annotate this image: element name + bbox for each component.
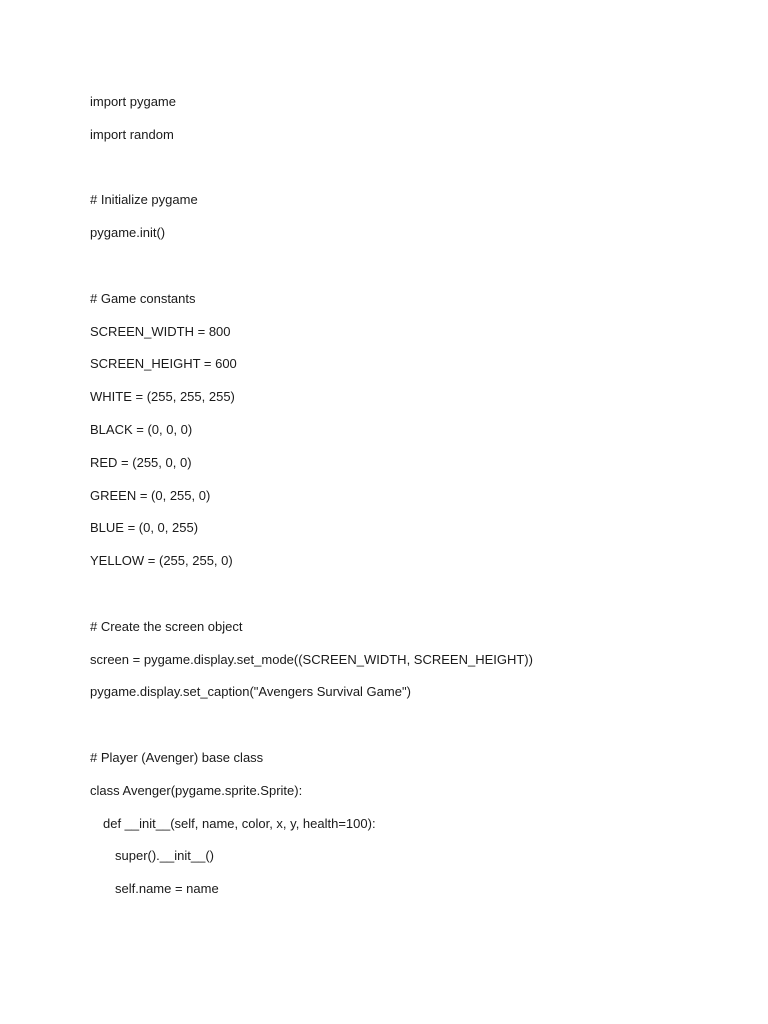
code-comment: # Game constants [90,290,196,306]
blank-line [90,256,710,289]
code-comment: # Player (Avenger) base class [90,749,264,765]
code-line: screen = pygame.display.set_mode((SCREEN_WIDTH, SCREEN_HEIGHT)) [90,651,533,667]
code-comment: # Create the screen object [90,618,243,634]
blank-line [90,584,710,617]
document-body [90,92,710,912]
blank-line [90,158,710,191]
code-line: import random [90,126,174,142]
code-line: pygame.init() [90,225,166,241]
code-line: class Avenger(pygame.sprite.Sprite): [90,782,303,798]
code-line: BLUE = (0, 0, 255) [90,520,199,536]
code-line: import pygame [90,94,176,109]
code-line: SCREEN_WIDTH = 800 [90,323,231,339]
code-line: def __init__(self, name, color, x, y, health=100): [103,815,376,831]
code-line: SCREEN_HEIGHT = 600 [90,356,237,372]
code-line: pygame.display.set_caption("Avengers Survival Game") [90,684,411,700]
code-line: RED = (255, 0, 0) [90,454,192,470]
code-line: YELLOW = (255, 255, 0) [90,553,233,569]
code-line: super().__init__() [115,848,214,864]
code-line: GREEN = (0, 255, 0) [90,487,211,503]
code-line: BLACK = (0, 0, 0) [90,421,193,437]
code-line: self.name = name [115,881,219,897]
code-line: WHITE = (255, 255, 255) [90,389,235,405]
code-comment: # Initialize pygame [90,192,198,208]
blank-line [90,715,710,748]
